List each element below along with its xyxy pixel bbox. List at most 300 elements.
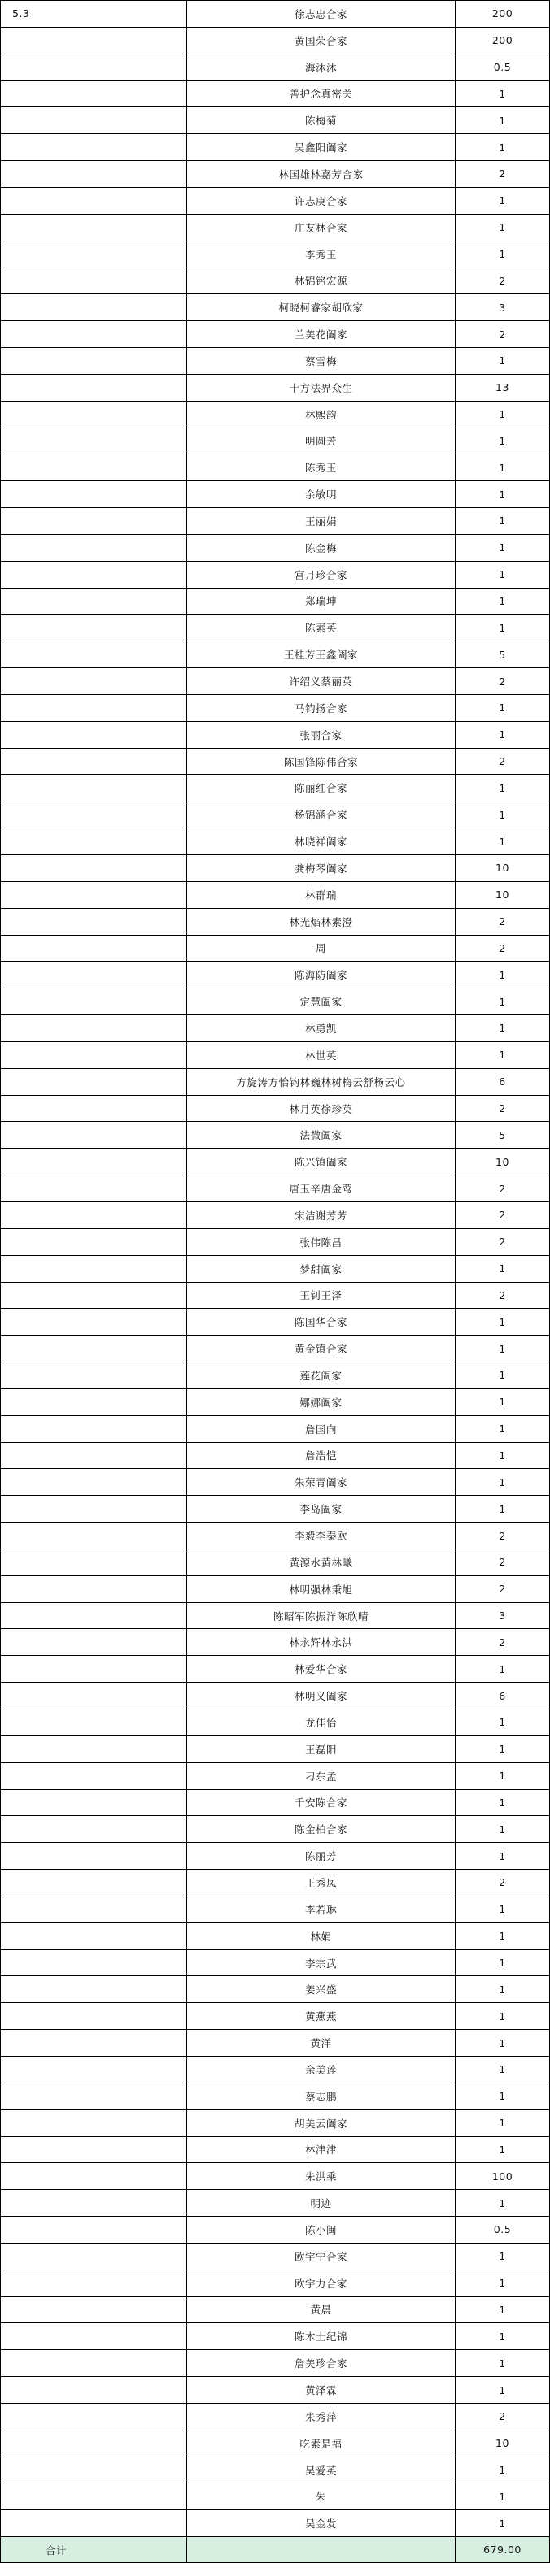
donor-name-cell: 陈丽红合家 — [186, 774, 455, 801]
donor-name-cell: 许绍义蔡丽英 — [186, 667, 455, 694]
donor-name-cell: 朱洪乘 — [186, 2162, 455, 2189]
section-cell — [0, 1095, 186, 1122]
donor-name-cell: 吴金发 — [186, 2509, 455, 2536]
section-cell — [0, 828, 186, 854]
section-cell — [0, 774, 186, 801]
table-row — [0, 2483, 550, 2509]
amount-cell: 13 — [455, 374, 550, 401]
amount-cell: 3 — [455, 1602, 550, 1629]
section-cell — [0, 641, 186, 667]
amount-cell: 1 — [455, 2083, 550, 2109]
table-row — [0, 54, 550, 80]
amount-cell: 1 — [455, 1442, 550, 1469]
donor-name-cell: 陈海防阖家 — [186, 961, 455, 988]
donor-name-cell: 欧宇宁合家 — [186, 2243, 455, 2270]
donor-name-cell: 黄源水黄林曦 — [186, 1549, 455, 1575]
table-row — [0, 374, 550, 401]
table-row — [0, 27, 550, 54]
section-cell — [0, 1922, 186, 1949]
amount-cell: 1 — [455, 1362, 550, 1388]
table-row — [0, 507, 550, 534]
section-cell — [0, 1815, 186, 1842]
amount-cell: 1 — [455, 2296, 550, 2323]
section-cell — [0, 561, 186, 588]
total-spacer — [186, 2536, 455, 2563]
section-cell — [0, 1415, 186, 1442]
donor-name-cell: 千安陈合家 — [186, 1789, 455, 1816]
table-row — [0, 1335, 550, 1362]
donor-name-cell: 林明义阖家 — [186, 1682, 455, 1709]
table-row — [0, 774, 550, 801]
section-cell — [0, 2430, 186, 2457]
table-row — [0, 1308, 550, 1335]
amount-cell: 1 — [455, 1949, 550, 1976]
donor-name-cell: 林晓祥阖家 — [186, 828, 455, 854]
section-cell — [0, 1468, 186, 1495]
table-row — [0, 1495, 550, 1522]
amount-cell: 1 — [455, 241, 550, 267]
table-row — [0, 428, 550, 454]
total-row — [0, 2536, 550, 2563]
table-row — [0, 0, 550, 27]
amount-cell: 2 — [455, 908, 550, 935]
table-row — [0, 1682, 550, 1709]
donor-name-cell: 陈丽芳 — [186, 1842, 455, 1869]
amount-cell: 1 — [455, 614, 550, 641]
section-cell — [0, 2243, 186, 2270]
amount-cell: 1 — [455, 187, 550, 214]
table-row — [0, 2162, 550, 2189]
table-row — [0, 748, 550, 775]
donor-name-cell: 吴爱英 — [186, 2457, 455, 2483]
donor-name-cell: 林熙韵 — [186, 401, 455, 428]
donor-name-cell: 欧宇力合家 — [186, 2270, 455, 2296]
donor-name-cell: 李秀玉 — [186, 241, 455, 267]
donor-name-cell: 方旋涛方怡钧林巍林树梅云舒杨云心 — [186, 1068, 455, 1095]
section-cell — [0, 1682, 186, 1709]
table-row — [0, 854, 550, 881]
donor-name-cell: 宫月珍合家 — [186, 561, 455, 588]
amount-cell: 1 — [455, 1735, 550, 1762]
table-row — [0, 2430, 550, 2457]
section-cell — [0, 1201, 186, 1228]
section-cell — [0, 347, 186, 374]
section-cell — [0, 908, 186, 935]
total-label: 合计 — [0, 2536, 186, 2563]
amount-cell: 1 — [455, 1041, 550, 1068]
amount-cell: 2 — [455, 1869, 550, 1896]
section-cell — [0, 1121, 186, 1148]
section-cell — [0, 267, 186, 293]
table-row — [0, 347, 550, 374]
donor-name-cell: 陈国华合家 — [186, 1308, 455, 1335]
table-row — [0, 881, 550, 908]
amount-cell: 1 — [455, 106, 550, 133]
table-row — [0, 1282, 550, 1309]
donor-name-cell: 林娟 — [186, 1922, 455, 1949]
amount-cell: 2 — [455, 1575, 550, 1602]
section-cell — [0, 480, 186, 507]
section-cell — [0, 507, 186, 534]
donor-name-cell: 林爱华合家 — [186, 1655, 455, 1682]
amount-cell: 5 — [455, 641, 550, 667]
amount-cell: 1 — [455, 1495, 550, 1522]
section-cell — [0, 1602, 186, 1629]
amount-cell: 1 — [455, 1789, 550, 1816]
section-cell — [0, 1068, 186, 1095]
donor-name-cell: 林永辉林永洪 — [186, 1628, 455, 1655]
section-cell — [0, 293, 186, 320]
amount-cell: 1 — [455, 480, 550, 507]
section-cell — [0, 106, 186, 133]
amount-cell: 200 — [455, 0, 550, 27]
table-row — [0, 2109, 550, 2136]
donor-name-cell: 娜娜阖家 — [186, 1388, 455, 1415]
section-cell — [0, 1842, 186, 1869]
table-row — [0, 2243, 550, 2270]
amount-cell: 1 — [455, 1762, 550, 1789]
section-cell — [0, 534, 186, 561]
donor-name-cell: 李宗武 — [186, 1949, 455, 1976]
amount-cell: 1 — [455, 1896, 550, 1922]
donor-name-cell: 周 — [186, 935, 455, 962]
amount-cell: 1 — [455, 80, 550, 107]
donor-name-cell: 徐志忠合家 — [186, 0, 455, 27]
amount-cell: 1 — [455, 2270, 550, 2296]
donor-name-cell: 林明强林秉旭 — [186, 1575, 455, 1602]
donor-name-cell: 詹浩恺 — [186, 1442, 455, 1469]
amount-cell: 1 — [455, 2029, 550, 2056]
table-row — [0, 401, 550, 428]
section-cell — [0, 1735, 186, 1762]
donor-name-cell: 黄泽霖 — [186, 2376, 455, 2403]
amount-cell: 1 — [455, 774, 550, 801]
donor-name-cell: 莲花阖家 — [186, 1362, 455, 1388]
amount-cell: 2 — [455, 267, 550, 293]
donor-name-cell: 梦甜阖家 — [186, 1255, 455, 1282]
amount-cell: 3 — [455, 293, 550, 320]
donor-name-cell: 黄金镇合家 — [186, 1335, 455, 1362]
table-row — [0, 293, 550, 320]
section-cell — [0, 2483, 186, 2509]
donor-name-cell: 詹美珍合家 — [186, 2349, 455, 2376]
table-row — [0, 721, 550, 748]
donor-name-cell: 胡美云阖家 — [186, 2109, 455, 2136]
section-cell — [0, 27, 186, 54]
table-row — [0, 2189, 550, 2216]
donor-name-cell: 李岛阖家 — [186, 1495, 455, 1522]
table-row — [0, 241, 550, 267]
donor-name-cell: 十方法界众生 — [186, 374, 455, 401]
table-row — [0, 534, 550, 561]
amount-cell: 1 — [455, 2322, 550, 2349]
donor-name-cell: 陈素英 — [186, 614, 455, 641]
amount-cell: 1 — [455, 2002, 550, 2029]
section-cell — [0, 2457, 186, 2483]
amount-cell: 10 — [455, 1148, 550, 1175]
amount-cell: 1 — [455, 561, 550, 588]
amount-cell: 2 — [455, 935, 550, 962]
table-row — [0, 2136, 550, 2163]
table-row — [0, 2457, 550, 2483]
table-row — [0, 614, 550, 641]
table-row — [0, 1228, 550, 1255]
table-row — [0, 2083, 550, 2109]
donor-name-cell: 林群瑞 — [186, 881, 455, 908]
section-cell — [0, 160, 186, 187]
section-cell — [0, 1442, 186, 1469]
section-cell — [0, 1628, 186, 1655]
donor-name-cell: 林光焰林素澄 — [186, 908, 455, 935]
table-row — [0, 1201, 550, 1228]
section-cell — [0, 1789, 186, 1816]
donor-name-cell: 王钊王泽 — [186, 1282, 455, 1309]
amount-cell: 10 — [455, 881, 550, 908]
table-row — [0, 320, 550, 347]
table-row — [0, 2029, 550, 2056]
amount-cell: 2 — [455, 667, 550, 694]
donor-name-cell: 柯晓柯睿家胡欣家 — [186, 293, 455, 320]
donor-name-cell: 吃素是福 — [186, 2430, 455, 2457]
section-cell — [0, 1014, 186, 1041]
donor-name-cell: 龙佳怡 — [186, 1709, 455, 1735]
table-row — [0, 2056, 550, 2083]
section-cell — [0, 1282, 186, 1309]
table-row — [0, 561, 550, 588]
section-cell — [0, 2296, 186, 2323]
donor-name-cell: 唐玉辛唐金莺 — [186, 1175, 455, 1201]
donor-name-cell: 朱 — [186, 2483, 455, 2509]
amount-cell: 2 — [455, 1628, 550, 1655]
amount-cell: 10 — [455, 2430, 550, 2457]
amount-cell: 1 — [455, 828, 550, 854]
table-row — [0, 1549, 550, 1575]
amount-cell: 0.5 — [455, 2216, 550, 2243]
amount-cell: 1 — [455, 1815, 550, 1842]
section-cell — [0, 374, 186, 401]
section-cell — [0, 1335, 186, 1362]
section-cell — [0, 2083, 186, 2109]
amount-cell: 6 — [455, 1682, 550, 1709]
donor-name-cell: 明迹 — [186, 2189, 455, 2216]
table-row — [0, 1815, 550, 1842]
section-cell — [0, 2029, 186, 2056]
amount-cell: 1 — [455, 428, 550, 454]
section-cell — [0, 2189, 186, 2216]
donor-name-cell: 陈梅菊 — [186, 106, 455, 133]
amount-cell: 10 — [455, 854, 550, 881]
donor-name-cell: 善护念真密关 — [186, 80, 455, 107]
section-cell — [0, 214, 186, 241]
section-cell — [0, 588, 186, 615]
amount-cell: 1 — [455, 1014, 550, 1041]
section-cell — [0, 2162, 186, 2189]
table-row — [0, 2296, 550, 2323]
section-cell — [0, 133, 186, 160]
amount-cell: 1 — [455, 694, 550, 721]
amount-cell: 1 — [455, 2243, 550, 2270]
section-cell — [0, 1896, 186, 1922]
donor-name-cell: 兰美花阖家 — [186, 320, 455, 347]
table-row — [0, 1842, 550, 1869]
donor-name-cell: 陈国锋陈伟合家 — [186, 748, 455, 775]
amount-cell: 2 — [455, 1522, 550, 1549]
table-row — [0, 1255, 550, 1282]
table-row — [0, 1575, 550, 1602]
donor-name-cell: 杨锦涵合家 — [186, 801, 455, 828]
section-cell: 5.3 — [0, 0, 186, 27]
section-cell — [0, 1362, 186, 1388]
section-cell — [0, 2322, 186, 2349]
section-cell — [0, 1709, 186, 1735]
amount-cell: 1 — [455, 721, 550, 748]
table-row — [0, 2403, 550, 2430]
donor-name-cell: 陈昭军陈振洋陈欣晴 — [186, 1602, 455, 1629]
donor-name-cell: 蔡雪梅 — [186, 347, 455, 374]
table-row — [0, 1175, 550, 1201]
table-row — [0, 961, 550, 988]
donor-name-cell: 宋洁谢芳芳 — [186, 1201, 455, 1228]
table-row — [0, 187, 550, 214]
amount-cell: 1 — [455, 2376, 550, 2403]
amount-cell: 1 — [455, 214, 550, 241]
section-cell — [0, 320, 186, 347]
donor-name-cell: 李毅李秦欧 — [186, 1522, 455, 1549]
donor-name-cell: 林月英徐珍英 — [186, 1095, 455, 1122]
table-row — [0, 1415, 550, 1442]
amount-cell: 1 — [455, 988, 550, 1014]
amount-cell: 1 — [455, 401, 550, 428]
donor-name-cell: 黄晨 — [186, 2296, 455, 2323]
section-cell — [0, 961, 186, 988]
section-cell — [0, 2216, 186, 2243]
donor-name-cell: 姜兴盛 — [186, 1975, 455, 2002]
amount-cell: 5 — [455, 1121, 550, 1148]
amount-cell: 1 — [455, 1255, 550, 1282]
section-cell — [0, 401, 186, 428]
section-cell — [0, 2109, 186, 2136]
donor-name-cell: 蔡志鹏 — [186, 2083, 455, 2109]
section-cell — [0, 1175, 186, 1201]
table-row — [0, 1095, 550, 1122]
section-cell — [0, 1228, 186, 1255]
amount-cell: 0.5 — [455, 54, 550, 80]
donor-name-cell: 余美莲 — [186, 2056, 455, 2083]
table-row — [0, 1789, 550, 1816]
table-row — [0, 935, 550, 962]
amount-cell: 1 — [455, 507, 550, 534]
amount-cell: 100 — [455, 2162, 550, 2189]
table-row — [0, 1014, 550, 1041]
table-row — [0, 828, 550, 854]
amount-cell: 1 — [455, 2349, 550, 2376]
section-cell — [0, 854, 186, 881]
donor-name-cell: 林勇凯 — [186, 1014, 455, 1041]
table-row — [0, 667, 550, 694]
table-row — [0, 588, 550, 615]
section-cell — [0, 2270, 186, 2296]
donor-name-cell: 张丽合家 — [186, 721, 455, 748]
amount-cell: 2 — [455, 2403, 550, 2430]
section-cell — [0, 2136, 186, 2163]
amount-cell: 1 — [455, 2483, 550, 2509]
section-cell — [0, 54, 186, 80]
section-cell — [0, 748, 186, 775]
table-row — [0, 1121, 550, 1148]
table-row — [0, 480, 550, 507]
donor-name-cell: 吴鑫阳阖家 — [186, 133, 455, 160]
table-row — [0, 1655, 550, 1682]
section-cell — [0, 2349, 186, 2376]
amount-cell: 1 — [455, 1975, 550, 2002]
section-cell — [0, 1388, 186, 1415]
amount-cell: 1 — [455, 2189, 550, 2216]
table-row — [0, 1869, 550, 1896]
section-cell — [0, 1655, 186, 1682]
donor-name-cell: 余敏明 — [186, 480, 455, 507]
section-cell — [0, 1575, 186, 1602]
table-row — [0, 1522, 550, 1549]
donor-name-cell: 定慧阖家 — [186, 988, 455, 1014]
donor-name-cell: 林国雄林嘉芳合家 — [186, 160, 455, 187]
section-cell — [0, 988, 186, 1014]
table-row — [0, 2509, 550, 2536]
table-row — [0, 1068, 550, 1095]
section-cell — [0, 80, 186, 107]
amount-cell: 2 — [455, 1095, 550, 1122]
donor-name-cell: 朱荣青阖家 — [186, 1468, 455, 1495]
donor-name-cell: 许志庚合家 — [186, 187, 455, 214]
section-cell — [0, 1949, 186, 1976]
table-row — [0, 641, 550, 667]
table-row — [0, 160, 550, 187]
section-cell — [0, 2376, 186, 2403]
table-row — [0, 908, 550, 935]
donor-name-cell: 陈兴镇阖家 — [186, 1148, 455, 1175]
section-cell — [0, 2509, 186, 2536]
table-row — [0, 2216, 550, 2243]
section-cell — [0, 614, 186, 641]
total-amount: 679.00 — [455, 2536, 550, 2563]
donor-name-cell: 林世英 — [186, 1041, 455, 1068]
donor-name-cell: 黄燕燕 — [186, 2002, 455, 2029]
amount-cell: 200 — [455, 27, 550, 54]
table-row — [0, 988, 550, 1014]
table-row — [0, 1362, 550, 1388]
amount-cell: 2 — [455, 1228, 550, 1255]
donor-name-cell: 海沐沐 — [186, 54, 455, 80]
donor-name-cell: 林锦铭宏源 — [186, 267, 455, 293]
amount-cell: 1 — [455, 1655, 550, 1682]
table-row — [0, 80, 550, 107]
section-cell — [0, 694, 186, 721]
section-cell — [0, 1495, 186, 1522]
donor-name-cell: 龚梅琴阖家 — [186, 854, 455, 881]
donor-name-cell: 明圆芳 — [186, 428, 455, 454]
donor-name-cell: 陈金梅 — [186, 534, 455, 561]
section-cell — [0, 1549, 186, 1575]
table-row — [0, 1388, 550, 1415]
table-row — [0, 2376, 550, 2403]
table-row — [0, 1442, 550, 1469]
section-cell — [0, 935, 186, 962]
section-cell — [0, 241, 186, 267]
amount-cell: 1 — [455, 454, 550, 480]
table-row — [0, 1762, 550, 1789]
section-cell — [0, 1148, 186, 1175]
section-cell — [0, 881, 186, 908]
amount-cell: 2 — [455, 1201, 550, 1228]
